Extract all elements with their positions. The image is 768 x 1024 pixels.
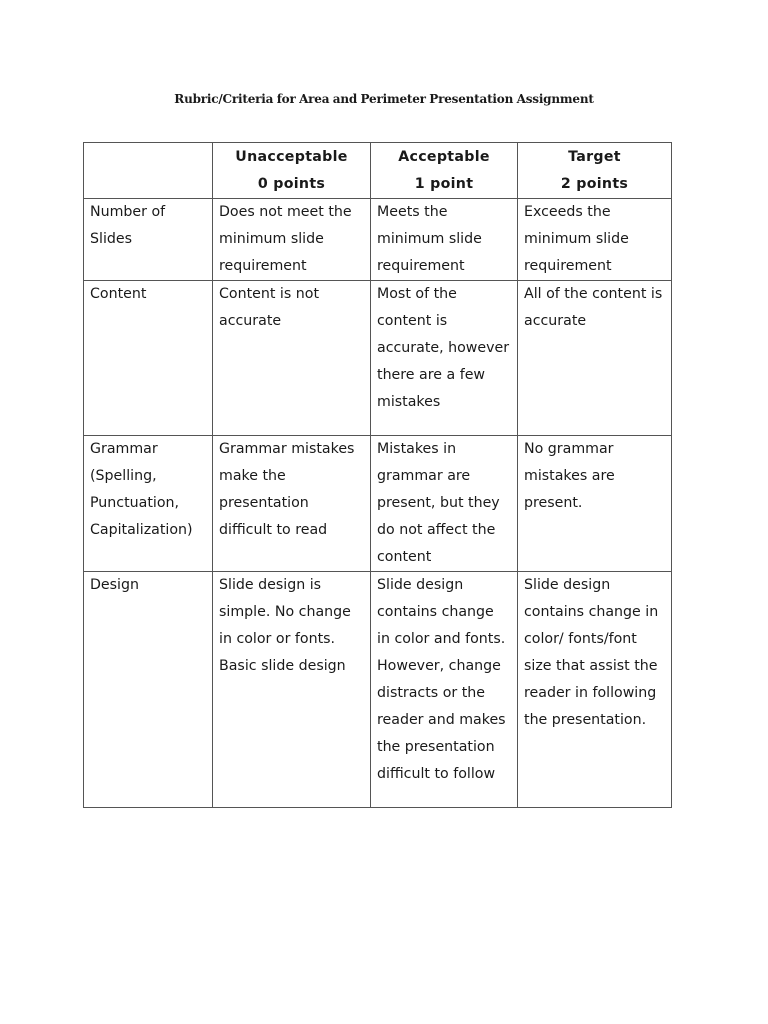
header-points: 0 points — [257, 176, 326, 192]
acceptable-cell: Mistakes in grammar are present, but they do not affect the content — [371, 436, 518, 572]
document-title: Rubric/Criteria for Area and Perimeter Presentation Assignment — [174, 92, 594, 106]
unacceptable-cell: Grammar mistakes make the presentation difficult to read — [213, 436, 371, 572]
unacceptable-cell: Content is not accurate — [213, 281, 371, 436]
unacceptable-cell: Does not meet the minimum slide requirement — [213, 199, 371, 281]
criterion-cell: Number of Slides — [84, 199, 213, 281]
header-name: Target — [568, 149, 621, 165]
unacceptable-cell: Slide design is simple. No change in color or fonts. Basic slide design — [213, 572, 371, 808]
criterion-cell: Grammar (Spelling, Punctuation, Capitalization) — [84, 436, 213, 572]
criterion-cell: Design — [84, 572, 213, 808]
header-name: Unacceptable — [235, 149, 348, 165]
criterion-cell: Content — [84, 281, 213, 436]
acceptable-cell: Meets the minimum slide requirement — [371, 199, 518, 281]
header-name: Acceptable — [398, 149, 490, 165]
target-cell: No grammar mistakes are present. — [518, 436, 672, 572]
header-cell-acceptable — [371, 143, 518, 199]
table-row — [84, 436, 672, 572]
header-points: 1 point — [414, 176, 474, 192]
table-header-row — [84, 143, 672, 199]
target-cell: Exceeds the minimum slide requirement — [518, 199, 672, 281]
target-cell: All of the content is accurate — [518, 281, 672, 436]
acceptable-cell: Most of the content is accurate, however there are a few mistakes — [371, 281, 518, 436]
rubric-table — [83, 142, 672, 808]
target-cell: Slide design contains change in color/ fonts/font size that assist the reader in following the presentation. — [518, 572, 672, 808]
header-points: 2 points — [560, 176, 629, 192]
header-cell-criterion — [84, 143, 213, 199]
header-cell-unacceptable — [213, 143, 371, 199]
acceptable-cell: Slide design contains change in color and fonts. However, change distracts or the reader and makes the presentation difficult to follow — [371, 572, 518, 808]
header-cell-target — [518, 143, 672, 199]
table-row — [84, 281, 672, 436]
table-row — [84, 199, 672, 281]
table-row — [84, 572, 672, 808]
